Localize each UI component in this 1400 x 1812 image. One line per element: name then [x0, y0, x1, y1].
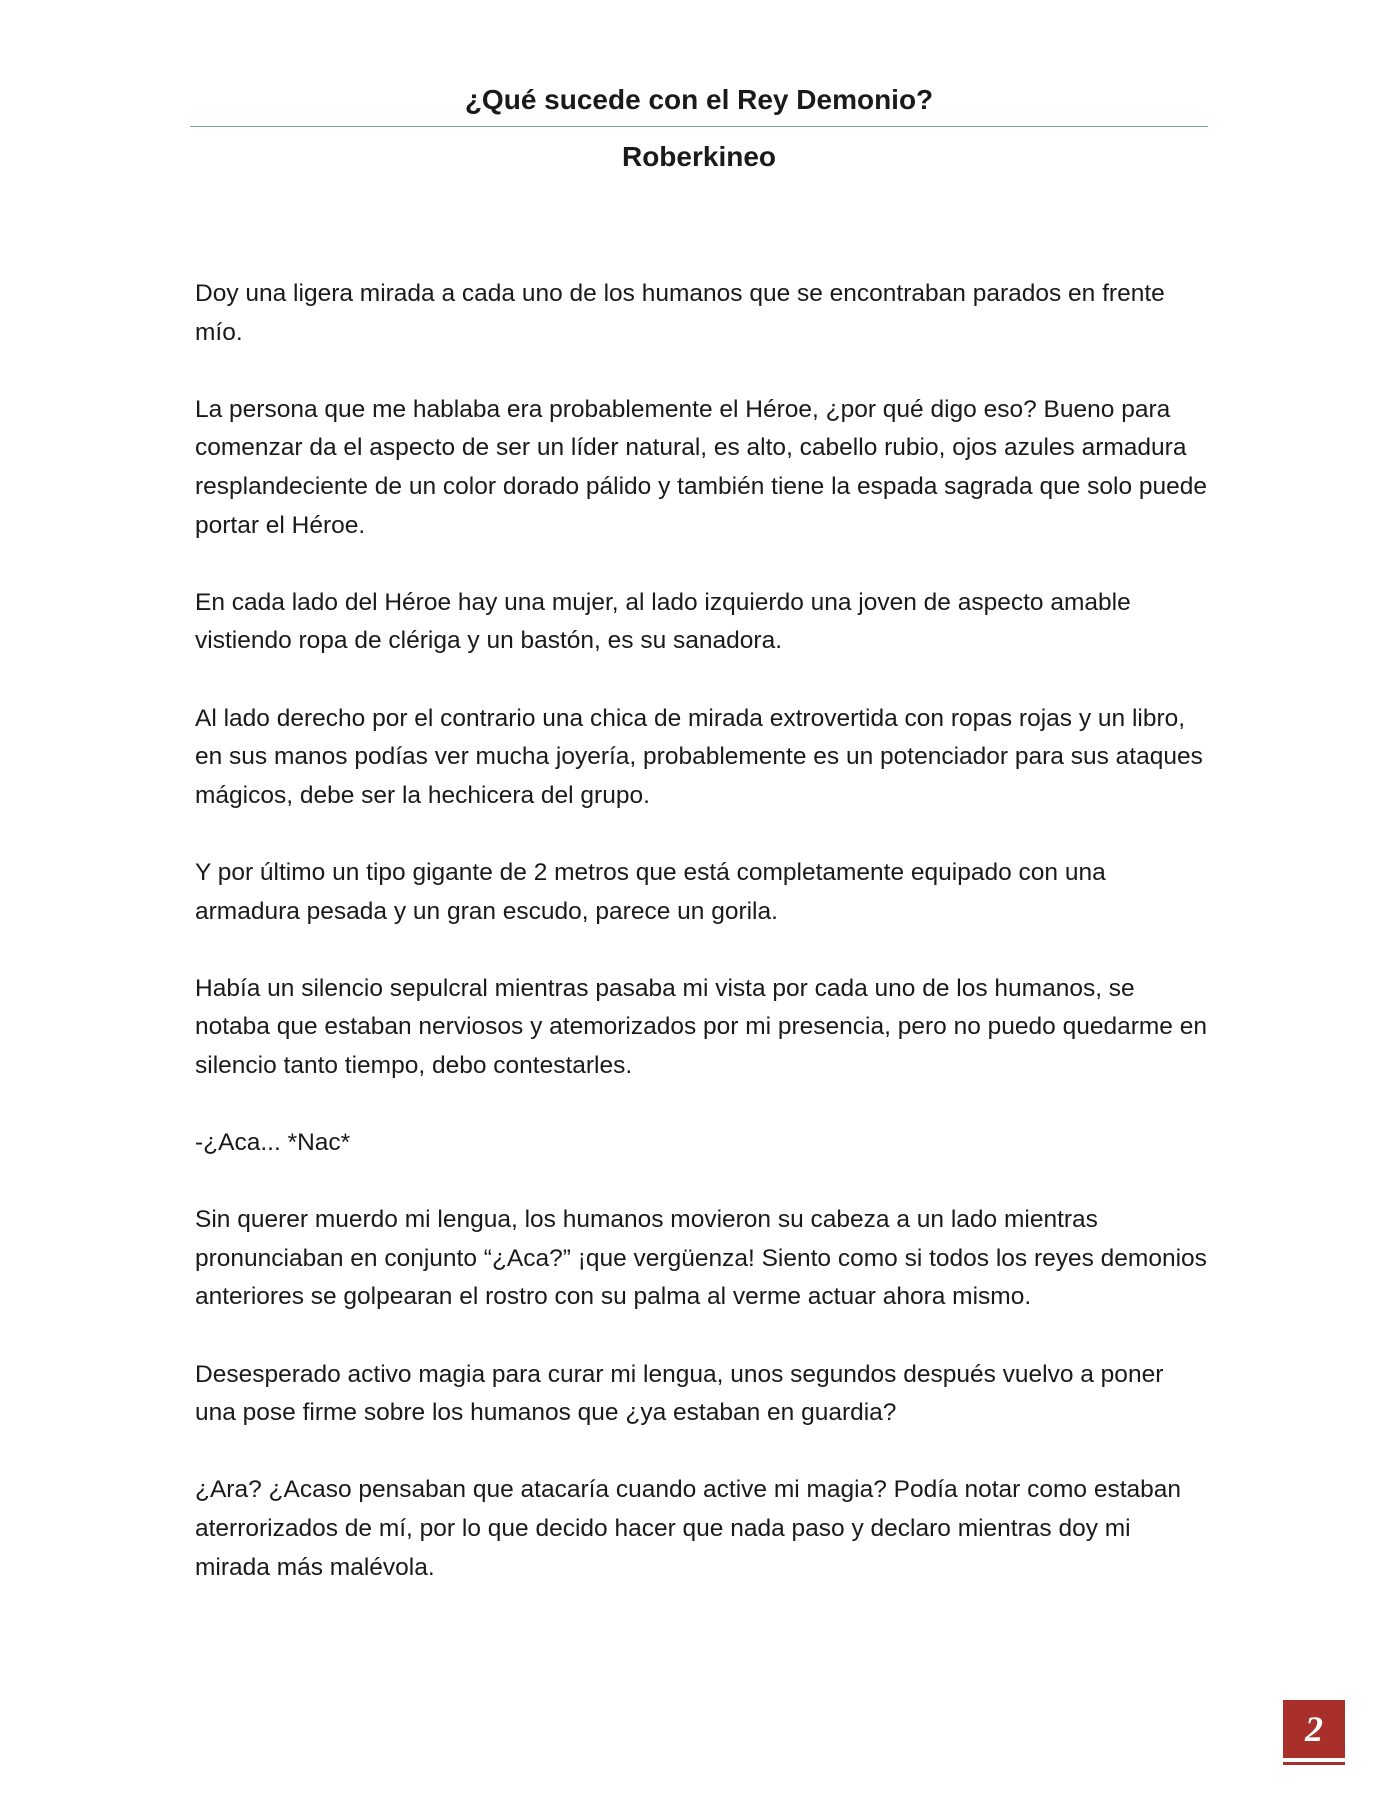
paragraph: Sin querer muerdo mi lengua, los humanos movieron su cabeza a un lado mientras pronunciaban en conjunto “¿Aca?” ¡que vergüenza! Siento como si todos los reyes demonios anteriores se golpearan el rostro con su palma al verme actuar ahora mismo.: [195, 1206, 1207, 1311]
header-divider: [190, 126, 1208, 127]
paragraph: Y por último un tipo gigante de 2 metros que está completamente equipado con una armadura pesada y un gran escudo, parece un gorila.: [195, 858, 1106, 925]
page-header: [190, 80, 1208, 177]
story-body: [195, 275, 1210, 1626]
paragraph: -¿Aca... *Nac*: [195, 1129, 351, 1157]
paragraph: En cada lado del Héroe hay una mujer, al lado izquierdo una joven de aspecto amable vistiendo ropa de clériga y un bastón, es su sanadora.: [195, 588, 1131, 655]
paragraph: La persona que me hablaba era probablemente el Héroe, ¿por qué digo eso? Bueno para comenzar da el aspecto de ser un líder natural, es alto, cabello rubio, ojos azules armadura resplandeciente de un color dorado pálido y también tiene la espada sagrada que solo puede portar el Héroe.: [195, 395, 1208, 539]
paragraph: Había un silencio sepulcral mientras pasaba mi vista por cada uno de los humanos, se notaba que estaban nerviosos y atemorizados por mi presencia, pero no puedo quedarme en silencio tanto tiempo, debo contestarles.: [195, 974, 1207, 1079]
paragraph: ¿Ara? ¿Acaso pensaban que atacaría cuando active mi magia? Podía notar como estaban aterrorizados de mí, por lo que decido hacer que nada paso y declaro mientras doy mi mirada más malévola.: [195, 1476, 1182, 1581]
page-number-underline: [1283, 1762, 1345, 1765]
paragraph: Al lado derecho por el contrario una chica de mirada extrovertida con ropas rojas y un libro, en sus manos podías ver mucha joyería, probablemente es un potenciador para sus ataques mágicos, debe ser la hechicera del grupo.: [195, 704, 1203, 809]
page-number-badge: 2: [1283, 1700, 1345, 1758]
paragraph: Desesperado activo magia para curar mi lengua, unos segundos después vuelvo a poner una pose firme sobre los humanos que ¿ya estaban en guardia?: [195, 1360, 1164, 1427]
document-title: ¿Qué sucede con el Rey Demonio?: [464, 84, 934, 115]
document-author: Roberkineo: [621, 141, 777, 172]
paragraph: Doy una ligera mirada a cada uno de los humanos que se encontraban parados en frente mío.: [195, 280, 1165, 346]
